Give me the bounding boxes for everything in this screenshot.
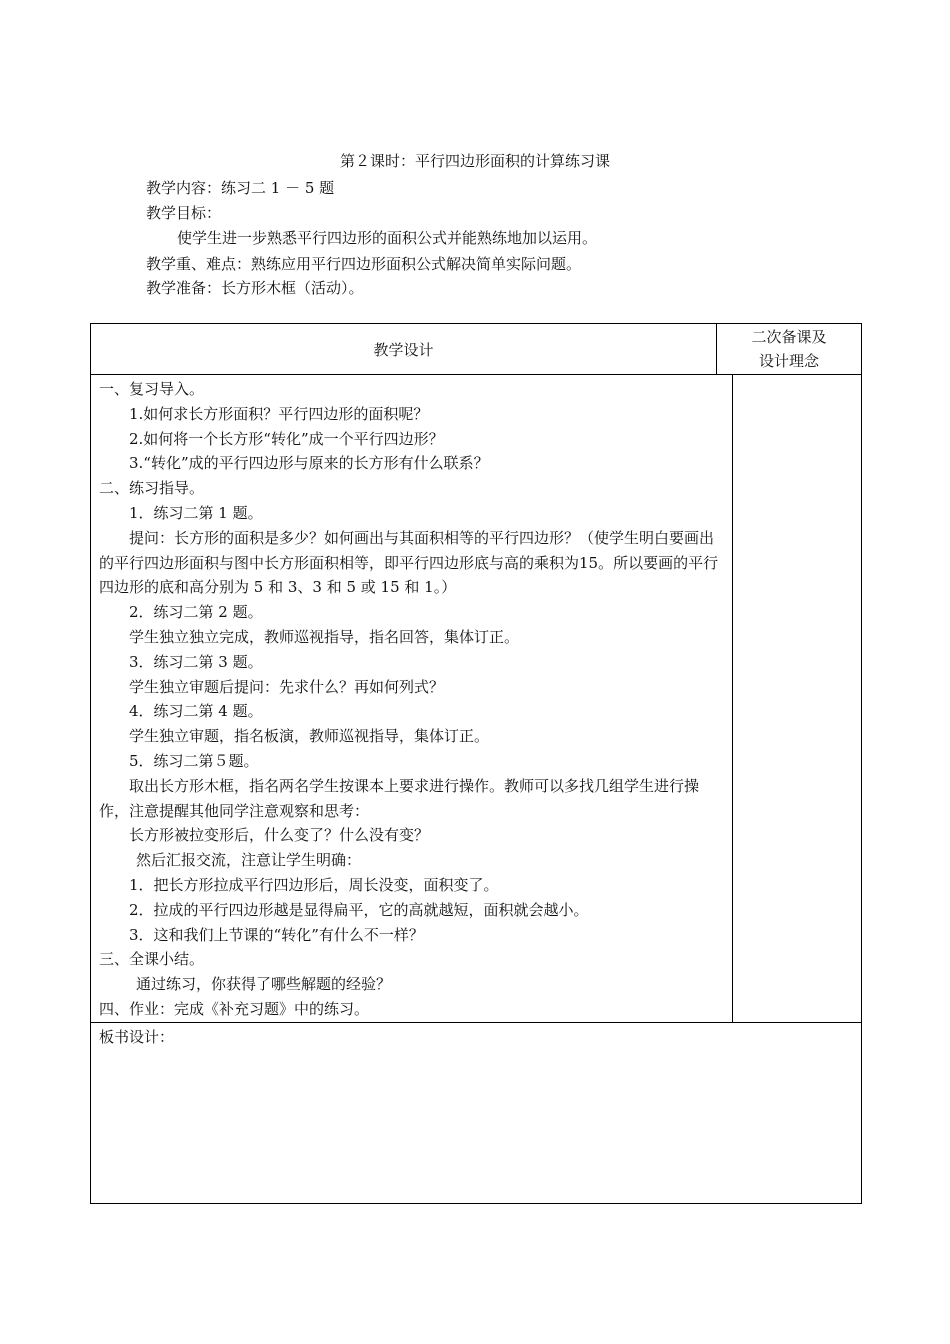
exercise-2: 2．练习二第 2 题。	[129, 603, 263, 622]
header-second-prep-line1: 二次备课及	[751, 328, 827, 346]
exercise-3-detail: 学生独立审题后提问：先求什么？再如何列式？	[129, 677, 445, 696]
review-question-1: 1.如何求长方形面积？平行四边形的面积呢？	[129, 404, 429, 423]
summary-text: 通过练习，你获得了哪些解题的经验？	[136, 975, 392, 994]
key-points: 教学重、难点：熟练应用平行四边形面积公式解决简单实际问题。	[146, 255, 582, 273]
section-homework: 四、作业：完成《补充习题》中的练习。	[99, 999, 370, 1018]
exercise-5-point-3: 3．这和我们上节课的“转化”有什么不一样？	[129, 925, 424, 944]
exercise-4: 4．练习二第 4 题。	[129, 702, 263, 721]
exercise-5-question: 长方形被拉变形后，什么变了？什么没有变？	[129, 826, 430, 845]
teaching-content: 教学内容：练习二 1 － 5 题	[146, 179, 335, 197]
board-design-row	[91, 1023, 861, 1203]
lesson-table	[90, 323, 862, 1204]
section-summary: 三、全课小结。	[99, 950, 205, 969]
header-second-prep-line2: 设计理念	[758, 352, 819, 370]
review-question-3: 3.“转化”成的平行四边形与原来的长方形有什么联系？	[129, 454, 489, 473]
exercise-5-point-1: 1．把长方形拉成平行四边形后，周长没变，面积变了。	[129, 875, 499, 894]
teaching-design-content	[91, 375, 733, 1022]
header-second-prep	[717, 324, 861, 374]
preparation: 教学准备：长方形木框（活动）。	[146, 279, 364, 297]
header-teaching-design	[91, 324, 717, 374]
exercise-5-report: 然后汇报交流，注意让学生明确：	[136, 851, 362, 870]
section-review: 一、复习导入。	[99, 380, 205, 398]
teaching-goal-text: 使学生进一步熟悉平行四边形的面积公式并能熟练地加以运用。	[177, 229, 598, 247]
exercise-3: 3．练习二第 3 题。	[129, 652, 263, 671]
review-question-2: 2.如何将一个长方形“转化”成一个平行四边形？	[129, 429, 444, 448]
second-prep-notes	[733, 375, 861, 1022]
exercise-5-point-2: 2．拉成的平行四边形越是显得扁平，它的高就越短，面积就会越小。	[129, 900, 589, 919]
exercise-1-detail: 提问：长方形的面积是多少？如何画出与其面积相等的平行四边形？（使学生明白要画出的平行四边形面积与图中长方形面积相等，即平行四边形底与高的乘积为15。所以要画的平行四边形的底和高分别为 5 和 3、3 和 5 或 15 和 1。）	[99, 528, 719, 597]
header-teaching-design-label: 教学设计	[373, 340, 434, 359]
exercise-5-detail: 取出长方形木框，指名两名学生按课本上要求进行操作。教师可以多找几组学生进行操作，注意提醒其他同学注意观察和思考：	[99, 776, 700, 820]
exercise-1: 1．练习二第 1 题。	[129, 503, 263, 522]
table-body-row	[91, 375, 861, 1023]
board-design-label: 板书设计：	[99, 1028, 175, 1046]
exercise-4-detail: 学生独立审题，指名板演，教师巡视指导，集体订正。	[129, 727, 490, 746]
section-practice: 二、练习指导。	[99, 479, 205, 498]
exercise-2-detail: 学生独立独立完成，教师巡视指导，指名回答，集体订正。	[129, 627, 520, 646]
teaching-goal-label: 教学目标：	[146, 204, 222, 222]
table-header-row	[91, 324, 861, 375]
page-title: 第２课时：平行四边形面积的计算练习课	[339, 152, 610, 170]
exercise-5: 5．练习二第５题。	[129, 751, 259, 770]
